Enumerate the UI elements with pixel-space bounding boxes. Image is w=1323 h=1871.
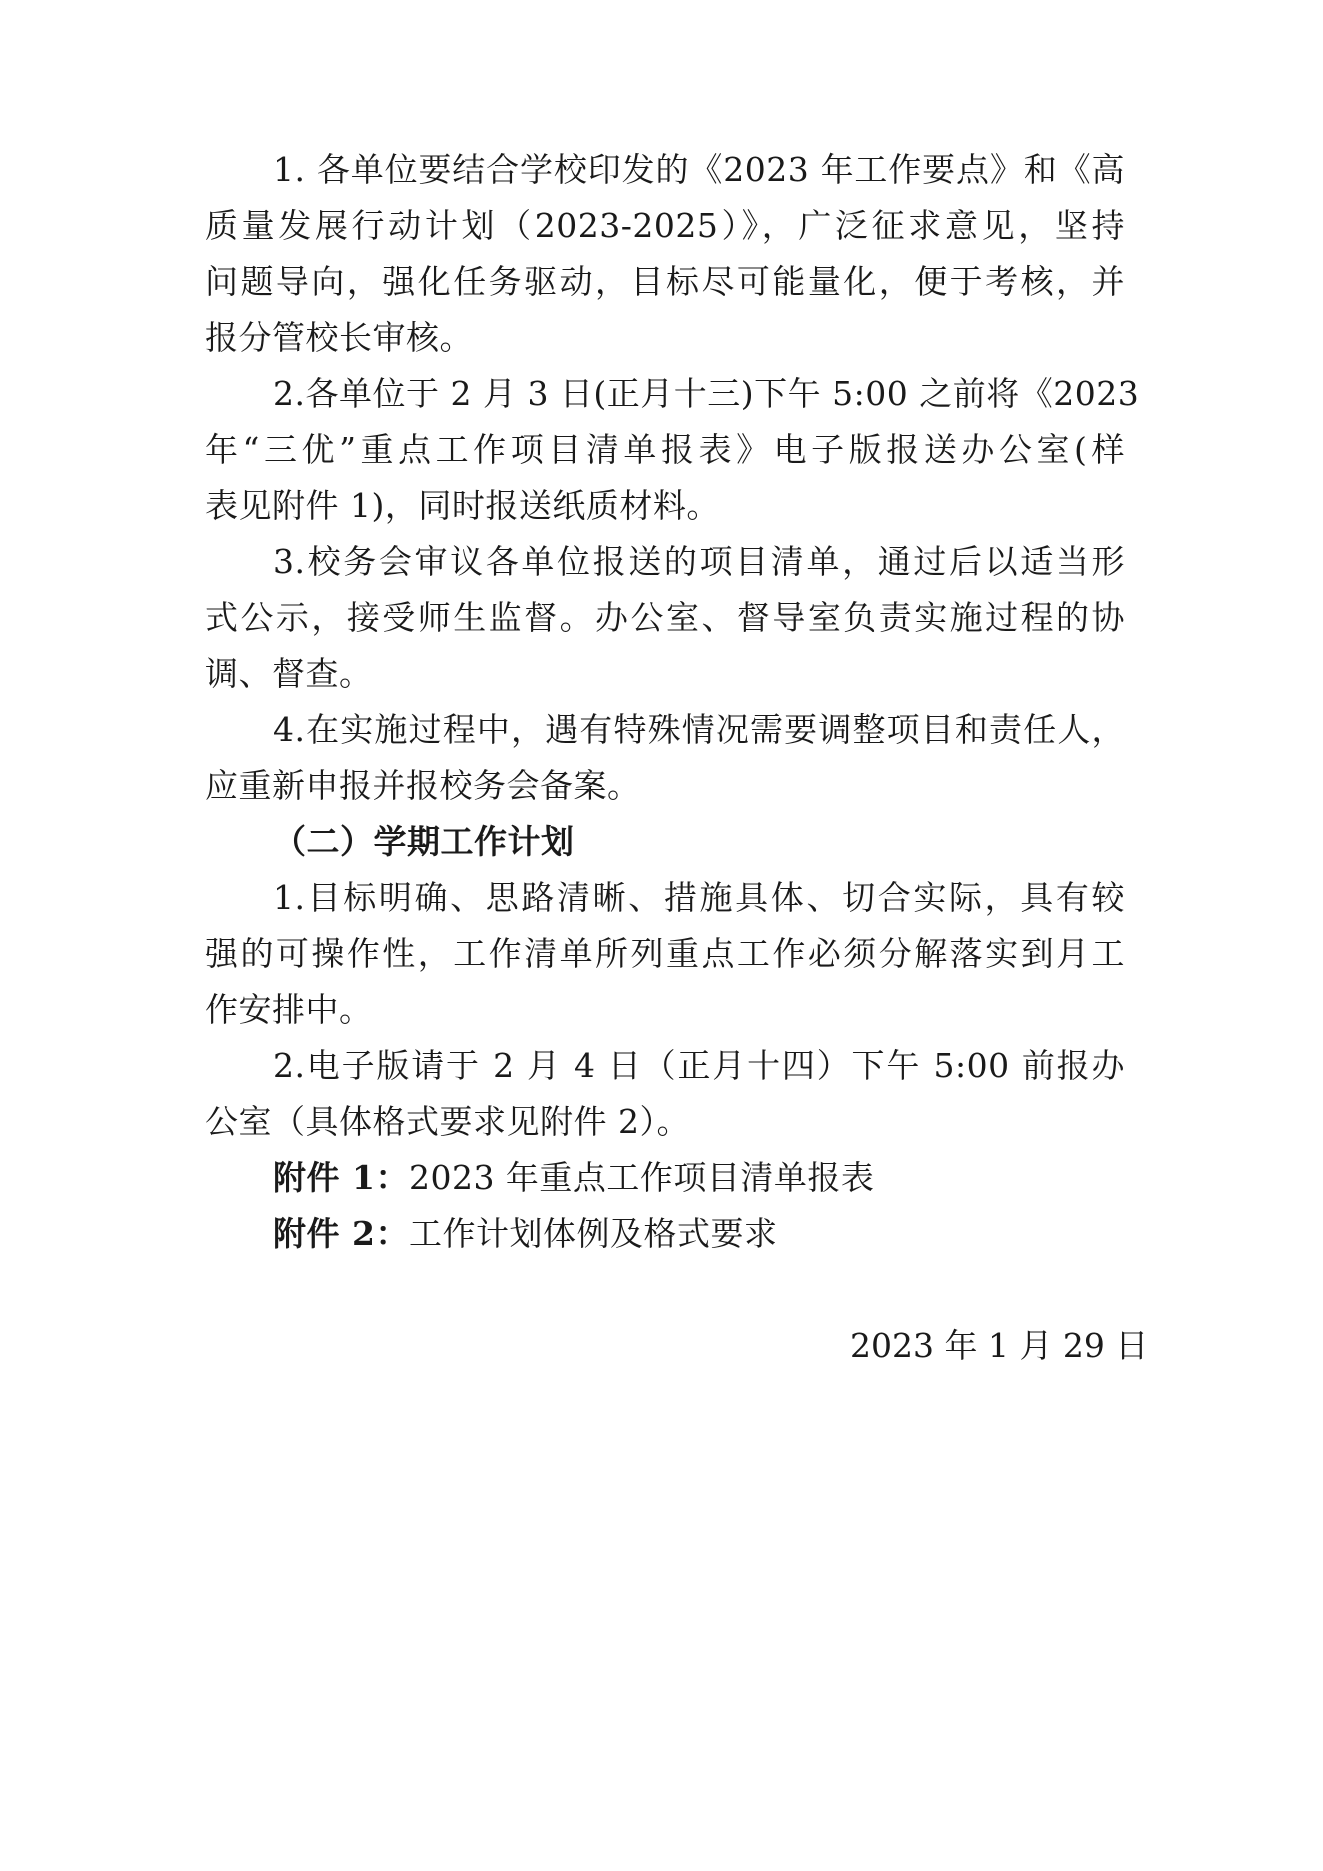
document-date: 2023 年 1 月 29 日	[850, 1326, 1149, 1365]
attachment-2	[273, 1206, 1125, 1262]
attachment-1-label: 附件 1：	[273, 1158, 409, 1197]
paragraph-3-line-3: 调、督查。	[205, 654, 373, 693]
attachment-2-text: 工作计划体例及格式要求	[408, 1214, 778, 1253]
section-paragraph-1-line-1: 1.目标明确、思路清晰、措施具体、切合实际，具有较	[273, 878, 1125, 917]
attachment-1-text: 2023 年重点工作项目清单报表	[408, 1158, 875, 1197]
paragraph-2-line-3: 表见附件 1)，同时报送纸质材料。	[205, 486, 720, 525]
paragraph-1-line-4: 报分管校长审核。	[205, 318, 473, 357]
paragraph-2-line-1: 2.各单位于 2 月 3 日(正月十三)下午 5:00 之前将《2023	[273, 374, 1140, 413]
paragraph-4-line-1: 4.在实施过程中，遇有特殊情况需要调整项目和责任人，	[273, 710, 1125, 749]
section-heading: （二）学期工作计划	[273, 822, 575, 861]
section-paragraph-2-line-1: 2.电子版请于 2 月 4 日（正月十四）下午 5:00 前报办	[273, 1046, 1125, 1085]
paragraph-1-line-1: 1. 各单位要结合学校印发的《2023 年工作要点》和《高	[273, 150, 1125, 189]
attachment-2-label: 附件 2：	[273, 1214, 409, 1253]
paragraph-3-line-1: 3.校务会审议各单位报送的项目清单，通过后以适当形	[273, 542, 1125, 581]
paragraph-3-line-2: 式公示，接受师生监督。办公室、督导室负责实施过程的协	[205, 598, 1125, 637]
section-paragraph-1-line-3: 作安排中。	[205, 990, 373, 1029]
section-paragraph-2-line-2: 公室（具体格式要求见附件 2）。	[205, 1102, 690, 1141]
section-paragraph-1-line-2: 强的可操作性，工作清单所列重点工作必须分解落实到月工	[205, 934, 1125, 973]
attachment-1	[273, 1150, 1125, 1206]
paragraph-4-line-2: 应重新申报并报校务会备案。	[205, 766, 641, 805]
paragraph-1-line-3: 问题导向，强化任务驱动，目标尽可能量化，便于考核，并	[205, 262, 1125, 301]
paragraph-1-line-2: 质量发展行动计划（2023-2025）》，广泛征求意见，坚持	[205, 206, 1125, 245]
paragraph-2-line-2: 年“三优”重点工作项目清单报表》电子版报送办公室(样	[205, 430, 1125, 469]
